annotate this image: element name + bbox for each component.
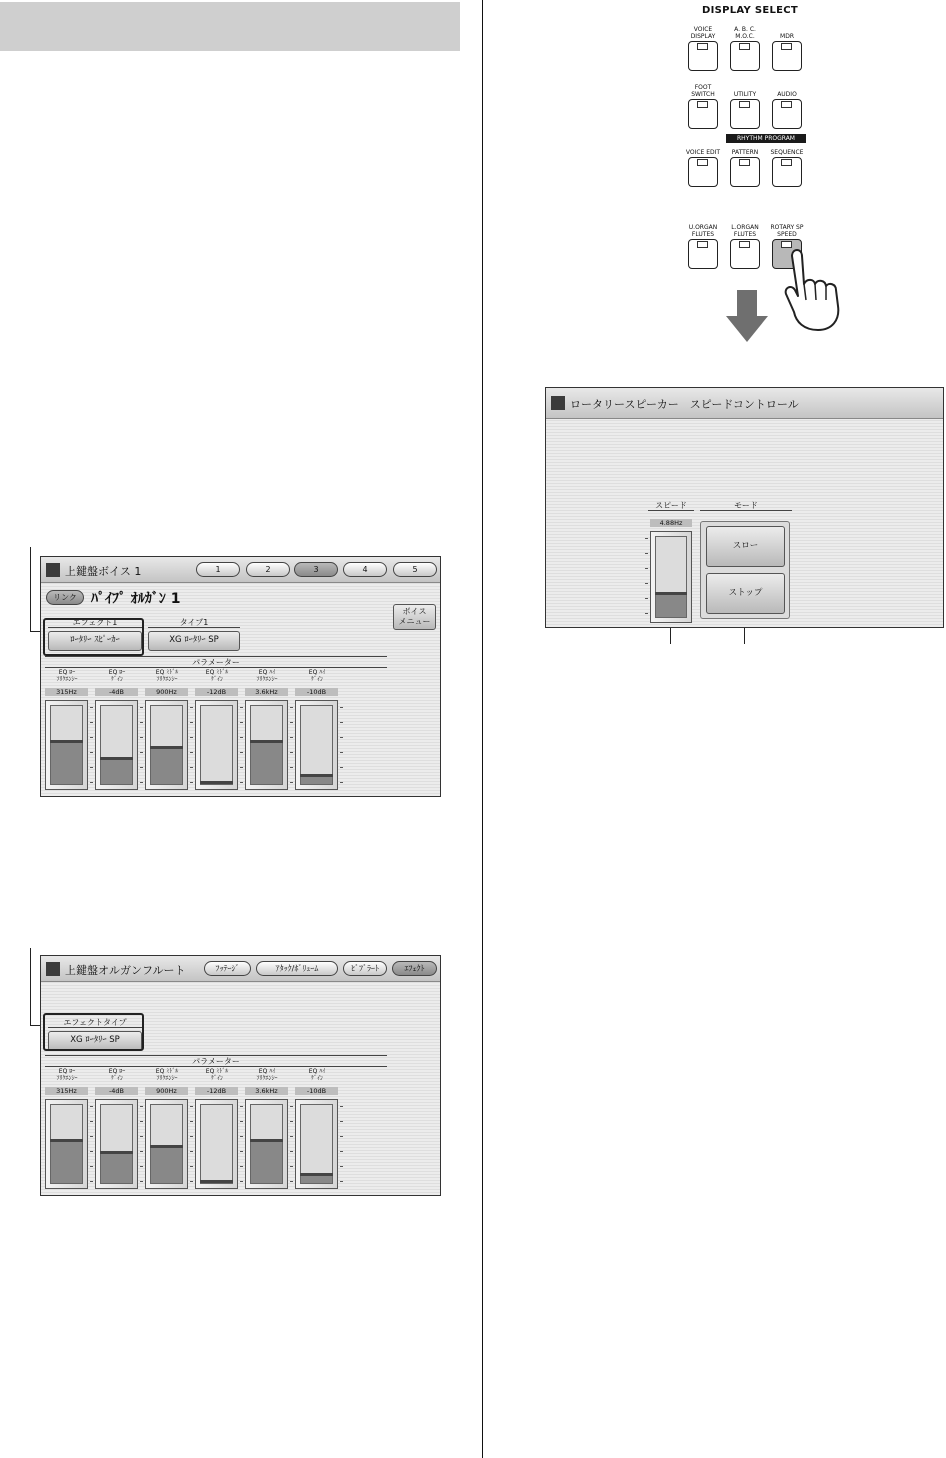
button-key[interactable] <box>730 99 760 129</box>
slow-button[interactable]: スロー <box>706 526 785 567</box>
parameter-slider[interactable] <box>295 700 338 790</box>
slider-knob[interactable] <box>200 1180 233 1183</box>
utility-button[interactable] <box>727 76 763 129</box>
slider-ticks <box>190 707 193 783</box>
parameter-label: EQ ﾊｲ ｹﾞｲﾝ <box>308 1068 326 1082</box>
slider-fill <box>251 1140 282 1183</box>
slider-ticks <box>340 1106 343 1182</box>
slider-fill <box>101 758 132 784</box>
slider-track <box>200 1104 233 1184</box>
slider-track <box>50 1104 83 1184</box>
foot-switch-button[interactable] <box>685 76 721 129</box>
upper-voice-screen <box>40 556 441 797</box>
mode-header: モード <box>700 501 792 511</box>
parameter-slider[interactable] <box>245 700 288 790</box>
mode-callout-line <box>744 628 745 644</box>
button-label: PATTERN <box>731 149 759 156</box>
parameter-label: EQ ﾊｲ ﾌﾘｸｴﾝｼｰ <box>256 669 278 683</box>
parameter-label: EQ ﾛｰ ﾌﾘｸｴﾝｼｰ <box>56 1068 78 1082</box>
slider-ticks <box>290 707 293 783</box>
button-label: VOICE DISPLAY <box>690 26 716 40</box>
parameter-label: EQ ﾛｰ ﾌﾘｸｴﾝｼｰ <box>56 669 78 683</box>
speed-header: スピード <box>648 501 694 511</box>
slider-track <box>100 705 133 785</box>
slider-track <box>300 1104 333 1184</box>
slider-track <box>150 705 183 785</box>
led-indicator <box>781 43 792 50</box>
rotary-speaker-screen <box>545 387 944 628</box>
section-header-band <box>0 2 460 51</box>
slider-fill <box>656 593 686 617</box>
slider-track <box>250 1104 283 1184</box>
button-label: A. B. C. M.O.C. <box>734 26 756 40</box>
effect-callout-box <box>43 618 144 656</box>
screen-title: 上鍵盤ボイス 1 <box>65 565 142 578</box>
button-key[interactable] <box>730 157 760 187</box>
button-key[interactable] <box>772 157 802 187</box>
pointing-hand-icon <box>778 242 852 332</box>
speed-value: 4.88Hz <box>650 519 692 527</box>
slider-ticks <box>190 1106 193 1182</box>
screen-title-square-icon <box>46 962 60 976</box>
button-label: UTILITY <box>733 91 757 98</box>
tab-effect[interactable]: ｴﾌｪｸﾄ <box>392 961 437 976</box>
slider-track <box>300 705 333 785</box>
slider-track <box>50 705 83 785</box>
parameter-slider[interactable] <box>195 1099 238 1189</box>
parameter-value: 900Hz <box>145 1087 188 1095</box>
slider-ticks <box>90 1106 93 1182</box>
parameter-value: 3.6kHz <box>245 1087 288 1095</box>
button-key[interactable] <box>772 99 802 129</box>
voice-tab-3[interactable]: 3 <box>294 562 338 577</box>
parameter-label: EQ ﾛｰ ｹﾞｲﾝ <box>108 1068 126 1082</box>
parameter-label: EQ ﾐﾄﾞﾙ ﾌﾘｸｴﾝｼｰ <box>155 1068 179 1082</box>
parameter-value: -10dB <box>295 688 338 696</box>
lower-organ-flutes-button[interactable] <box>727 216 763 269</box>
parameter-value: -12dB <box>195 1087 238 1095</box>
slider-ticks <box>240 1106 243 1182</box>
parameter-divider <box>45 656 387 657</box>
button-label: ROTARY SP SPEED <box>770 224 804 238</box>
parameter-value: 315Hz <box>45 1087 88 1095</box>
slider-track <box>150 1104 183 1184</box>
slider-knob[interactable] <box>655 592 687 595</box>
audio-button[interactable] <box>769 76 805 129</box>
led-indicator <box>781 101 792 108</box>
voice-display-button[interactable] <box>685 18 721 71</box>
parameter-value: 900Hz <box>145 688 188 696</box>
slider-knob[interactable] <box>100 757 133 760</box>
button-label: MDR <box>780 33 794 40</box>
parameter-label: EQ ﾊｲ ﾌﾘｸｴﾝｼｰ <box>256 1068 278 1082</box>
slider-knob[interactable] <box>300 774 333 777</box>
screen-title-square-icon <box>46 563 60 577</box>
callout-line-vertical <box>30 547 31 632</box>
button-key[interactable] <box>688 157 718 187</box>
parameter-slider[interactable] <box>95 700 138 790</box>
screen-title: ロータリースピーカー スピードコントロール <box>570 398 799 411</box>
button-key[interactable] <box>688 99 718 129</box>
parameter-value: -4dB <box>95 1087 138 1095</box>
parameter-header: パラメーター <box>45 1057 387 1067</box>
slider-knob[interactable] <box>250 1139 283 1142</box>
slider-track <box>655 536 687 618</box>
led-indicator <box>697 101 708 108</box>
slider-fill <box>101 1152 132 1183</box>
parameter-label: EQ ﾐﾄﾞﾙ ﾌﾘｸｴﾝｼｰ <box>155 669 179 683</box>
slider-knob[interactable] <box>250 740 283 743</box>
slider-ticks <box>240 707 243 783</box>
display-select-title: DISPLAY SELECT <box>701 5 799 16</box>
voice-edit-button[interactable] <box>685 134 721 187</box>
voice-name: ﾊﾟｲﾌﾟ ｵﾙｶﾞﾝ 1 <box>91 591 181 607</box>
column-divider <box>482 0 483 1458</box>
link-button[interactable]: リンク <box>46 590 84 605</box>
speed-slider[interactable] <box>650 531 692 623</box>
tab-footage[interactable]: ﾌｯﾃｰｼﾞ <box>204 961 251 976</box>
parameter-slider[interactable] <box>145 1099 188 1189</box>
button-key[interactable] <box>688 41 718 71</box>
slider-knob[interactable] <box>200 781 233 784</box>
led-indicator <box>697 159 708 166</box>
upper-organ-flutes-button[interactable] <box>685 216 721 269</box>
button-label: SEQUENCE <box>770 149 804 156</box>
parameter-slider[interactable] <box>145 700 188 790</box>
type-header: タイプ1 <box>148 618 240 628</box>
screen-title-bar <box>41 557 440 583</box>
button-key[interactable] <box>688 239 718 269</box>
button-label: L.ORGAN FLUTES <box>731 224 759 238</box>
slider-knob[interactable] <box>50 1139 83 1142</box>
pattern-button[interactable] <box>727 134 763 187</box>
parameter-slider[interactable] <box>45 1099 88 1189</box>
slider-fill <box>151 747 182 784</box>
led-indicator <box>697 43 708 50</box>
voice-tab-2[interactable]: 2 <box>246 562 290 577</box>
parameter-slider[interactable] <box>245 1099 288 1189</box>
voice-tab-4[interactable]: 4 <box>343 562 387 577</box>
parameter-label: EQ ﾛｰ ｹﾞｲﾝ <box>108 669 126 683</box>
voice-menu-button[interactable]: ボイス メニュー <box>393 604 436 630</box>
screen-title: 上鍵盤オルガンフルート <box>65 964 186 977</box>
parameter-value: -4dB <box>95 688 138 696</box>
slider-fill <box>151 1146 182 1183</box>
effect-button[interactable]: ﾛｰﾀﾘｰ ｽﾋﾟｰｶｰ <box>48 631 142 651</box>
parameter-header: パラメーター <box>45 658 387 668</box>
slider-track <box>250 705 283 785</box>
parameter-label: EQ ﾐﾄﾞﾙ ｹﾞｲﾝ <box>205 669 229 683</box>
mdr-button[interactable] <box>769 18 805 71</box>
led-indicator <box>739 43 750 50</box>
button-key[interactable] <box>772 41 802 71</box>
slider-fill <box>51 1140 82 1183</box>
abc-moc-button[interactable] <box>727 18 763 71</box>
slider-ticks <box>290 1106 293 1182</box>
parameter-value: 3.6kHz <box>245 688 288 696</box>
effect-type-button[interactable]: XG ﾛｰﾀﾘｰ SP <box>148 631 240 651</box>
slider-ticks <box>140 707 143 783</box>
slider-knob[interactable] <box>150 1145 183 1148</box>
down-arrow-icon <box>726 290 768 342</box>
effect-type-callout-box <box>43 1013 144 1051</box>
callout-line-vertical <box>30 948 31 1026</box>
parameter-value: -10dB <box>295 1087 338 1095</box>
led-indicator <box>781 159 792 166</box>
screen-title-bar <box>546 388 943 419</box>
parameter-label: EQ ﾐﾄﾞﾙ ｹﾞｲﾝ <box>205 1068 229 1082</box>
led-indicator <box>739 159 750 166</box>
parameter-slider[interactable] <box>45 700 88 790</box>
rhythm-program-label: RHYTHM PROGRAM <box>726 134 806 143</box>
button-label: FOOT SWITCH <box>691 84 715 98</box>
slider-knob[interactable] <box>50 740 83 743</box>
tab-vibrato[interactable]: ﾋﾞﾌﾞﾗｰﾄ <box>343 961 387 976</box>
organ-flute-screen <box>40 955 441 1196</box>
slider-ticks <box>645 538 648 616</box>
button-label: VOICE EDIT <box>685 149 721 156</box>
speed-callout-line <box>670 628 671 644</box>
button-key[interactable] <box>730 41 760 71</box>
led-indicator <box>697 241 708 248</box>
parameter-slider[interactable] <box>295 1099 338 1189</box>
screen-title-bar <box>41 956 440 982</box>
slider-knob[interactable] <box>300 1173 333 1176</box>
button-label: U.ORGAN FLUTES <box>688 224 718 238</box>
slider-fill <box>251 741 282 784</box>
slider-ticks <box>340 707 343 783</box>
parameter-label: EQ ﾊｲ ｹﾞｲﾝ <box>308 669 326 683</box>
effect-type-header: エフェクトタイプ <box>48 1018 142 1028</box>
parameter-value: 315Hz <box>45 688 88 696</box>
button-key[interactable] <box>730 239 760 269</box>
slider-track <box>200 705 233 785</box>
parameter-value: -12dB <box>195 688 238 696</box>
parameter-slider[interactable] <box>95 1099 138 1189</box>
slider-ticks <box>140 1106 143 1182</box>
effect-header: エフェクト1 <box>48 618 142 628</box>
sequence-button[interactable] <box>769 134 805 187</box>
slider-knob[interactable] <box>100 1151 133 1154</box>
led-indicator <box>739 101 750 108</box>
slider-fill <box>51 741 82 784</box>
parameter-slider[interactable] <box>195 700 238 790</box>
tab-attack-volume[interactable]: ｱﾀｯｸ/ﾎﾞﾘｭｰﾑ <box>256 961 338 976</box>
slider-track <box>100 1104 133 1184</box>
voice-tab-5[interactable]: 5 <box>393 562 437 577</box>
button-label: AUDIO <box>777 91 797 98</box>
voice-tab-1[interactable]: 1 <box>196 562 240 577</box>
slider-ticks <box>90 707 93 783</box>
slider-knob[interactable] <box>150 746 183 749</box>
effect-type-button[interactable]: XG ﾛｰﾀﾘｰ SP <box>48 1031 142 1051</box>
screen-title-square-icon <box>551 396 565 410</box>
parameter-divider <box>45 1055 387 1056</box>
stop-button[interactable]: ストップ <box>706 573 785 614</box>
led-indicator <box>739 241 750 248</box>
